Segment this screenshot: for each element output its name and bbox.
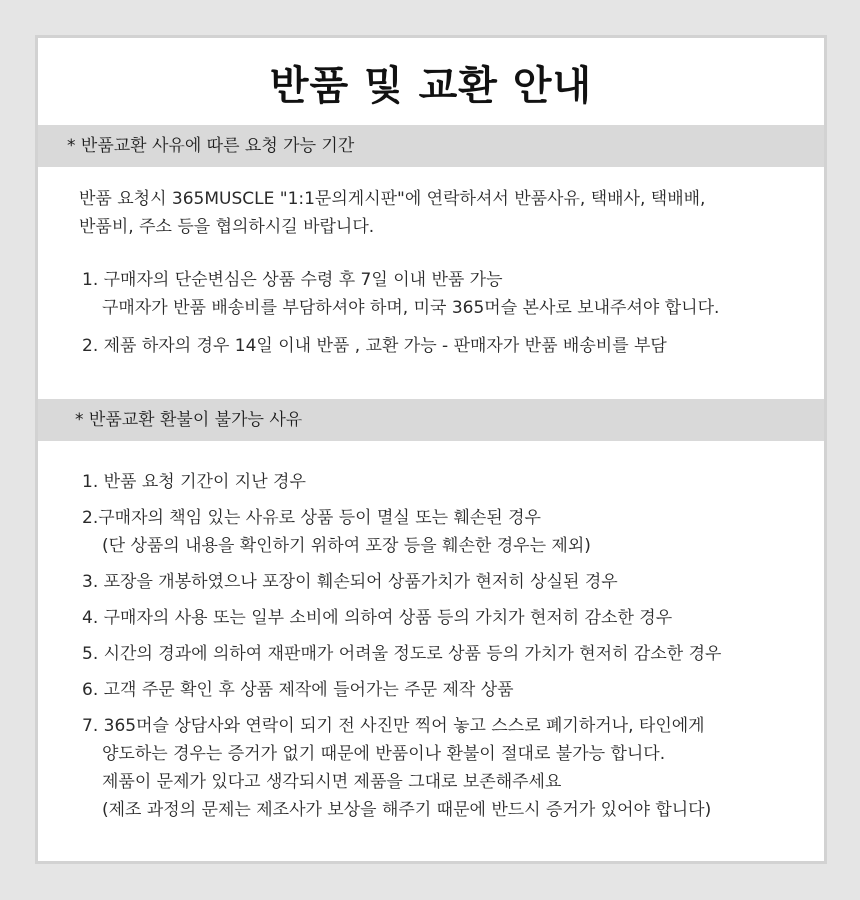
- list-item: [82, 568, 822, 596]
- list-item-text: 3. 포장을 개봉하였으나 포장이 훼손되어 상품가치가 현저히 상실된 경우: [82, 572, 618, 592]
- list-item-text: 7. 365머슬 상담사와 연락이 되기 전 사진만 찍어 놓고 스스로 폐기하거나, 타인에게: [82, 716, 705, 736]
- list-item-text: 5. 시간의 경과에 의하여 재판매가 어려울 정도로 상품 등의 가치가 현저히 감소한 경우: [82, 644, 722, 664]
- list-item: [82, 604, 822, 632]
- return-exchange-notice: [35, 35, 827, 864]
- list-item-text: 6. 고객 주문 확인 후 상품 제작에 들어가는 주문 제작 상품: [82, 680, 514, 700]
- list-item: [82, 266, 822, 322]
- list-item-continuation: 양도하는 경우는 증거가 없기 때문에 반품이나 환불이 절대로 불가능 합니다.: [102, 744, 666, 764]
- intro-paragraph: [79, 185, 809, 241]
- list-item-continuation: 구매자가 반품 배송비를 부담하셔야 하며, 미국 365머슬 본사로 보내주셔야 합니다.: [102, 298, 720, 318]
- list-item-continuation: 제품이 문제가 있다고 생각되시면 제품을 그대로 보존해주세요: [102, 772, 562, 792]
- list-item-text: 2. 제품 하자의 경우 14일 이내 반품 , 교환 가능 - 판매자가 반품 배송비를 부담: [82, 336, 667, 356]
- list-item-text: 4. 구매자의 사용 또는 일부 소비에 의하여 상품 등의 가치가 현저히 감소한 경우: [82, 608, 673, 628]
- list-item: [82, 504, 822, 560]
- section-heading-non-refundable: * 반품교환 환불이 불가능 사유: [38, 399, 824, 441]
- page-title: 반품 및 교환 안내: [269, 63, 593, 109]
- list-item-text: 1. 반품 요청 기간이 지난 경우: [82, 472, 306, 492]
- list-item-text: 2.구매자의 책임 있는 사유로 상품 등이 멸실 또는 훼손된 경우: [82, 508, 541, 528]
- list-item-continuation: (제조 과정의 문제는 제조사가 보상을 해주기 때문에 반드시 증거가 있어야 합니다): [102, 800, 712, 820]
- section-heading-request-period: * 반품교환 사유에 따른 요청 가능 기간: [38, 125, 824, 167]
- list-item-text: 1. 구매자의 단순변심은 상품 수령 후 7일 이내 반품 가능: [82, 270, 503, 290]
- list-item-continuation: (단 상품의 내용을 확인하기 위하여 포장 등을 훼손한 경우는 제외): [102, 536, 591, 556]
- list-item: [82, 676, 822, 704]
- list-item: [82, 640, 822, 668]
- list-item: [82, 468, 822, 496]
- non-refundable-list: [82, 468, 822, 824]
- list-item: [82, 332, 822, 360]
- intro-line: 반품 요청시 365MUSCLE "1:1문의게시판"에 연락하셔서 반품사유, 택배사, 택배배,: [79, 189, 706, 209]
- intro-line: 반품비, 주소 등을 협의하시길 바랍니다.: [79, 217, 375, 237]
- list-item: [82, 712, 822, 824]
- request-period-list: [82, 266, 822, 360]
